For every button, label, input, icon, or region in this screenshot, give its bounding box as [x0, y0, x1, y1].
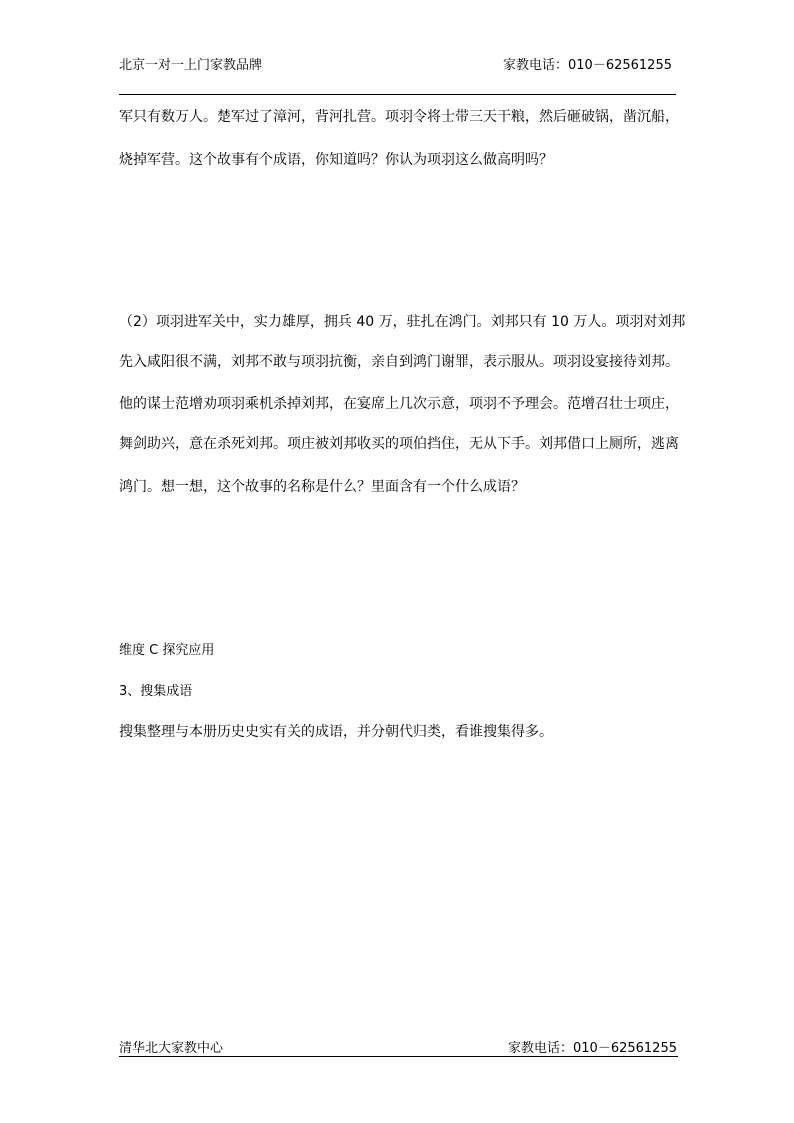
paragraph-2-line-3: 他的谋士范增劝项羽乘机杀掉刘邦，在宴席上几次示意，项羽不予理会。范增召壮士项庄， — [119, 396, 679, 412]
header-phone: 家教电话：010－62561255 — [503, 58, 672, 73]
item-text: 搜集整理与本册历史史实有关的成语，并分朝代归类，看谁搜集得多。 — [119, 724, 553, 740]
footer-phone: 家教电话：010－62561255 — [508, 1041, 677, 1056]
paragraph-2-line-4: 舞剑助兴，意在杀死刘邦。项庄被刘邦收买的项伯挡住，无从下手。刘邦借口上厕所，逃离 — [119, 436, 679, 452]
paragraph-1-line-1: 军只有数万人。楚军过了漳河，背河扎营。项羽令将士带三天干粮，然后砸破锅，凿沉船， — [119, 109, 679, 125]
paragraph-2-line-1: （2）项羽进军关中，实力雄厚，拥兵 40 万，驻扎在鸿门。刘邦只有 10 万人。项羽对刘邦 — [119, 314, 686, 330]
header-divider — [119, 94, 676, 95]
footer-divider — [119, 1056, 678, 1057]
paragraph-2-line-2: 先入咸阳很不满，刘邦不敢与项羽抗衡，亲自到鸿门谢罪，表示服从。项羽设宴接待刘邦。 — [119, 354, 679, 370]
header-brand: 北京一对一上门家教品牌 — [119, 58, 263, 73]
item-title: 3、搜集成语 — [119, 684, 193, 699]
paragraph-1-line-2: 烧掉军营。这个故事有个成语，你知道吗？你认为项羽这么做高明吗？ — [119, 152, 553, 168]
footer-center-name: 清华北大家教中心 — [119, 1041, 224, 1056]
section-title: 维度 C 探究应用 — [119, 643, 215, 658]
paragraph-2-line-5: 鸿门。想一想，这个故事的名称是什么？里面含有一个什么成语？ — [119, 479, 525, 495]
